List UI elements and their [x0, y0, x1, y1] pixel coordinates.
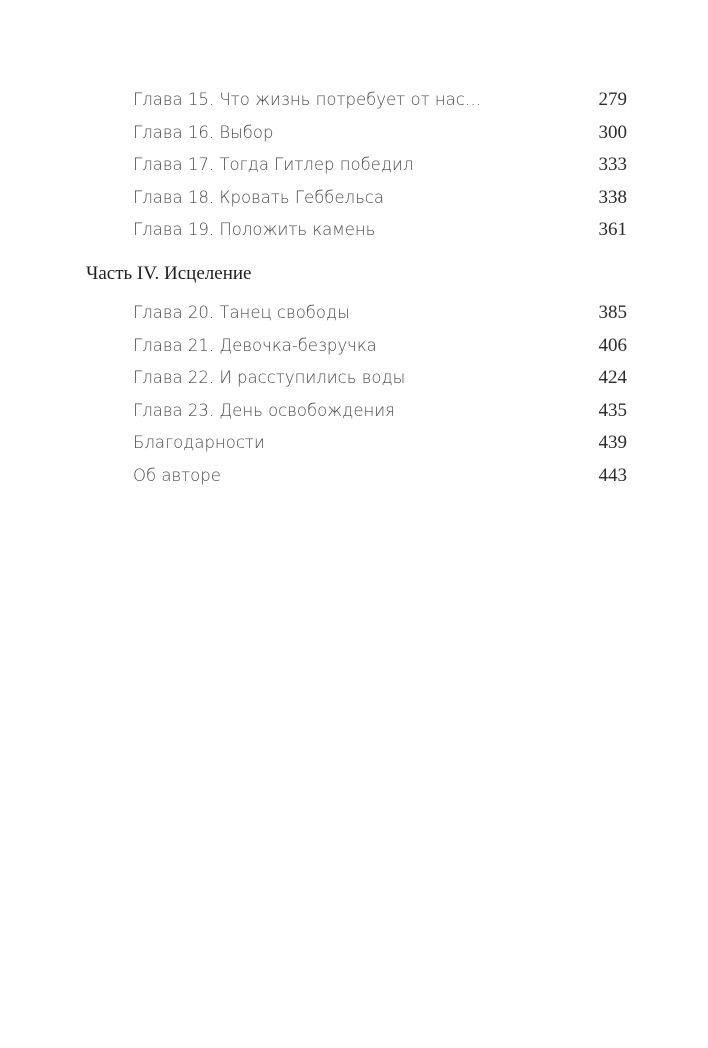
toc-entry[interactable] [0, 214, 708, 247]
toc-entry-title: Благодарности [133, 433, 265, 453]
toc-entry-page: 338 [598, 186, 627, 208]
toc-entry-title: Глава 23. День освобождения [133, 400, 395, 420]
toc-entry-title: Глава 15. Что жизнь потребует от нас… [133, 90, 482, 109]
part-heading[interactable] [0, 247, 708, 297]
toc-entry-title: Глава 18. Кровать Геббельса [133, 187, 384, 207]
toc-entry-page: 300 [598, 121, 627, 143]
toc-entry[interactable] [0, 117, 708, 150]
toc-entry-page: 443 [598, 464, 627, 486]
toc-entry-title: Глава 16. Выбор [133, 122, 274, 142]
toc-entry-title: Глава 17. Тогда Гитлер победил [133, 155, 414, 175]
toc-entry[interactable] [0, 395, 708, 428]
toc-entry[interactable] [0, 427, 708, 460]
toc-entry-title: Об авторе [133, 465, 221, 485]
toc-entry-page: 439 [598, 432, 627, 454]
toc-entry[interactable] [0, 460, 708, 493]
toc-entry[interactable] [0, 330, 708, 363]
toc-entry[interactable] [0, 297, 708, 330]
table-of-contents [0, 84, 708, 493]
toc-entry-page: 333 [598, 154, 627, 176]
part-title: Часть IV. Исцеление [86, 262, 252, 284]
toc-entry[interactable] [0, 84, 708, 117]
toc-entry-title: Глава 22. И расступились воды [133, 368, 406, 388]
toc-entry-page: 385 [598, 301, 627, 323]
toc-entry-page: 435 [598, 399, 627, 421]
toc-entry-title: Глава 19. Положить камень [133, 220, 376, 240]
toc-entry[interactable] [0, 182, 708, 215]
toc-entry-title: Глава 21. Девочка-безручка [133, 335, 377, 355]
toc-entry-title: Глава 20. Танец свободы [133, 302, 350, 322]
toc-entry[interactable] [0, 362, 708, 395]
toc-entry-page: 279 [598, 89, 627, 110]
toc-entry-page: 424 [598, 367, 627, 389]
toc-entry-page: 406 [598, 334, 627, 356]
toc-entry[interactable] [0, 149, 708, 182]
toc-entry-page: 361 [598, 219, 627, 241]
